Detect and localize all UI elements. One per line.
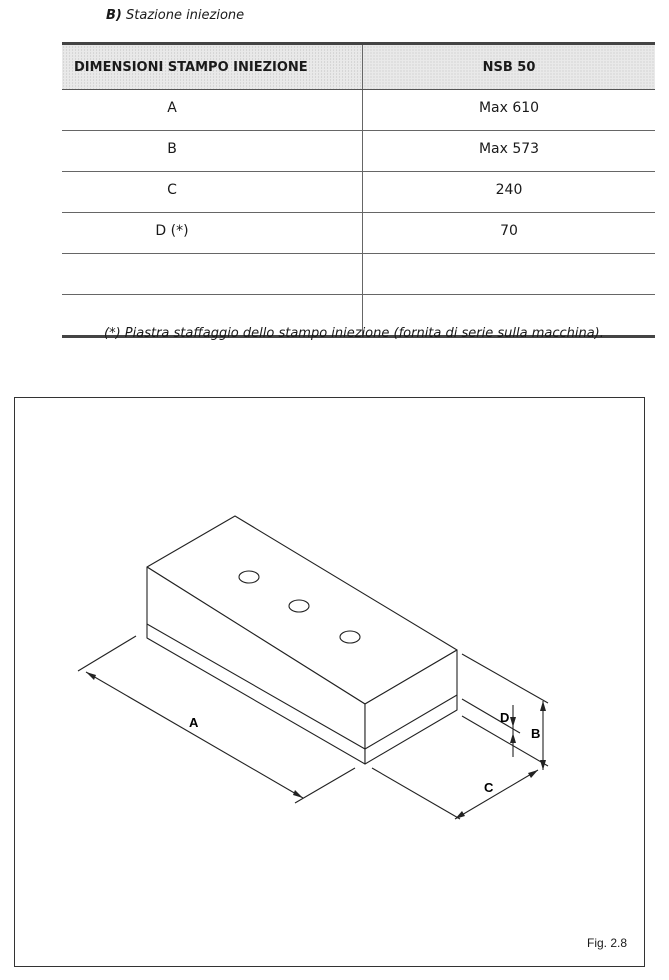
table-cell-dimension: D (*) bbox=[62, 213, 363, 254]
column-header-model: NSB 50 bbox=[363, 44, 656, 90]
table-cell-value: 70 bbox=[363, 213, 656, 254]
table-footnote: (*) Piastra staffaggio dello stampo iniezione (fornita di serie sulla macchina). bbox=[104, 326, 604, 341]
table-cell-value: Max 610 bbox=[363, 90, 656, 131]
arrowhead bbox=[86, 672, 96, 680]
table-cell-dimension: A bbox=[62, 90, 363, 131]
dimension-a-extension bbox=[78, 636, 136, 671]
dimension-b-extension bbox=[462, 654, 548, 703]
dimension-c-line bbox=[455, 770, 538, 819]
arrowhead bbox=[510, 733, 516, 743]
dimension-c-label: C bbox=[484, 780, 494, 795]
column-header-dimension: DIMENSIONI STAMPO INIEZIONE bbox=[62, 44, 363, 90]
table-cell-value: 240 bbox=[363, 172, 656, 213]
arrowhead bbox=[293, 790, 303, 798]
arrowhead bbox=[455, 811, 465, 819]
dimension-a-label: A bbox=[189, 715, 199, 730]
arrowhead bbox=[510, 717, 516, 727]
figure-caption: Fig. 2.8 bbox=[587, 936, 628, 950]
section-title-text: Stazione iniezione bbox=[126, 8, 245, 23]
dimension-d-label: D bbox=[500, 710, 510, 725]
table-cell-dimension: B bbox=[62, 131, 363, 172]
dimension-b-label: B bbox=[531, 726, 541, 741]
dimension-d-extension bbox=[462, 699, 520, 733]
dimension-a-extension bbox=[295, 768, 355, 803]
arrowhead bbox=[540, 701, 546, 711]
dimension-c-extension bbox=[372, 768, 460, 819]
table-cell-value: Max 573 bbox=[363, 131, 656, 172]
section-letter: B) bbox=[106, 8, 122, 23]
table-cell-dimension: C bbox=[62, 172, 363, 213]
arrowhead bbox=[528, 770, 538, 778]
arrowhead bbox=[540, 760, 546, 770]
